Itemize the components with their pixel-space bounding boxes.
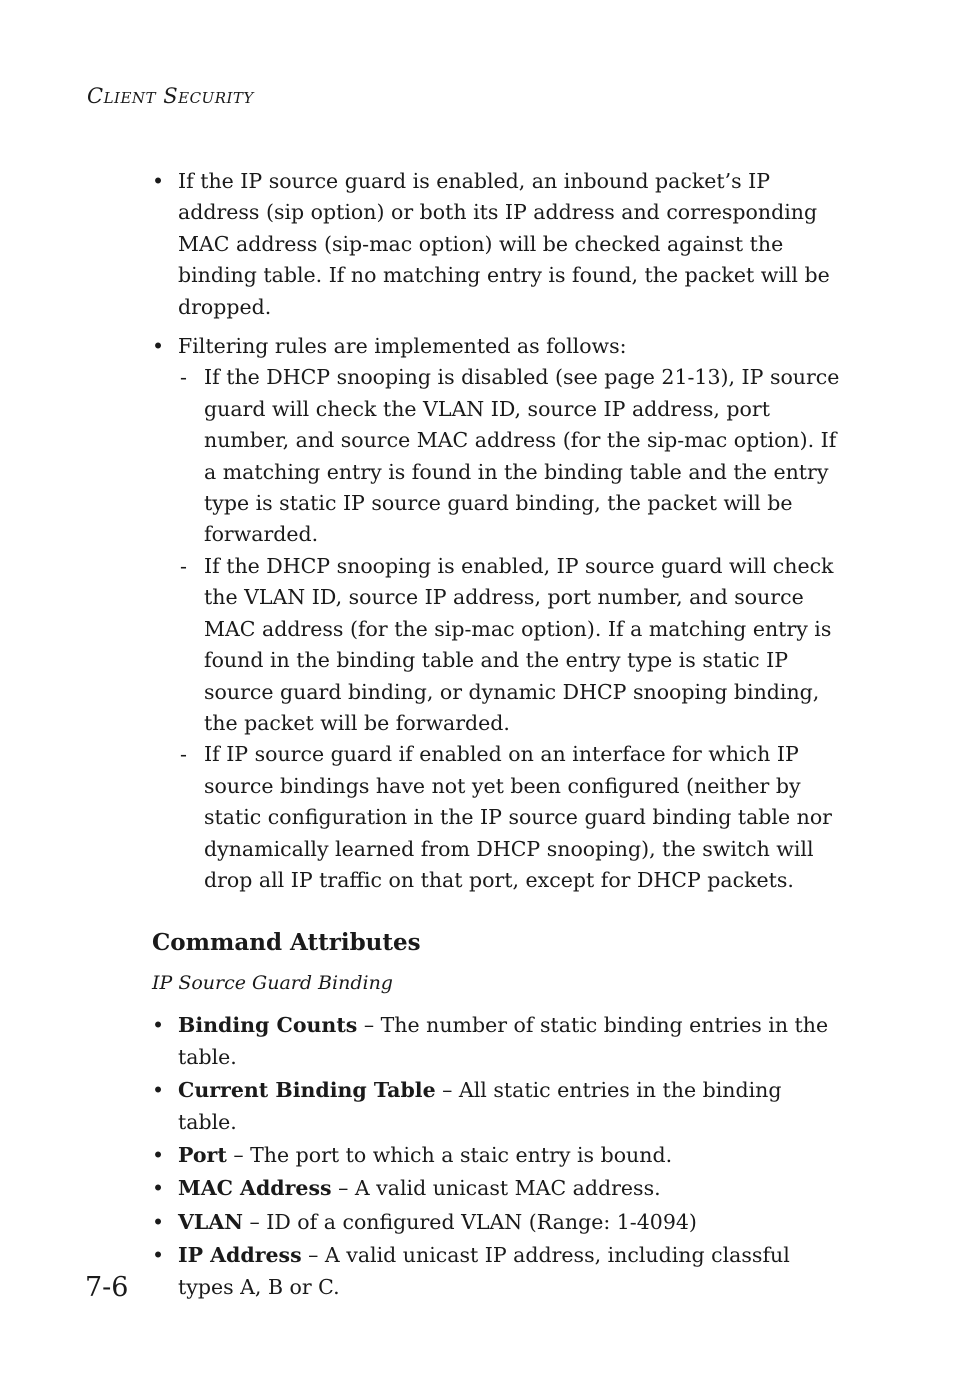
section-subtitle: IP Source Guard Binding [152, 972, 393, 995]
list-item [152, 1173, 846, 1204]
attribute-desc: – The number of static binding entries in the table. [178, 1013, 829, 1069]
attribute-term: VLAN [178, 1209, 243, 1234]
list-item [178, 551, 846, 739]
list-item [152, 1240, 846, 1303]
section-title: Command Attributes [152, 929, 421, 957]
rule-text: If the DHCP snooping is enabled, IP source guard will check the VLAN ID, source IP address, port number, and source MAC address (for the sip-mac option). If a matching entry is found in the binding table and the entry type is static IP source guard binding, or dynamic DHCP snooping binding, the packet will be forwarded. [204, 553, 834, 735]
rule-text: If the DHCP snooping is disabled (see page 21-13), IP source guard will check the VLAN ID, source IP address, port number, and source MAC address (for the sip-mac option). If a matching entry is found in the binding table and the entry type is static IP source guard binding, the packet will be forwarded. [204, 365, 840, 547]
attribute-term: MAC Address [178, 1176, 332, 1201]
list-item [178, 362, 846, 550]
attribute-desc: – ID of a configured VLAN (Range: 1-4094) [242, 1209, 697, 1234]
list-item [152, 1207, 846, 1238]
page-number: 7-6 [85, 1272, 129, 1303]
list-item [152, 1010, 846, 1073]
header-initial-s: S [163, 84, 179, 108]
header-rest-lient: LIENT [103, 89, 157, 107]
attribute-desc: – The port to which a staic entry is bound. [226, 1142, 673, 1167]
intro-bullet-list [152, 166, 846, 896]
header-initial-c: C [87, 84, 104, 108]
list-item [152, 331, 846, 896]
header-rest-ecurity: ECURITY [178, 89, 254, 107]
attribute-term: Current Binding Table [178, 1078, 436, 1103]
attribute-desc: – A valid unicast IP address, including classful types A, B or C. [178, 1243, 790, 1299]
page-content [152, 166, 846, 1305]
filter-rules-list [178, 362, 846, 896]
list-item [152, 1140, 846, 1171]
attribute-term: Binding Counts [178, 1013, 358, 1038]
list-item [178, 739, 846, 896]
attribute-term: Port [178, 1142, 227, 1167]
rule-text: If IP source guard if enabled on an interface for which IP source bindings have not yet been configured (neither by static configuration in the IP source guard binding table nor dynamically learned from DHCP snooping), the switch will drop all IP traffic on that port, except for DHCP packets. [204, 742, 832, 892]
list-item [152, 166, 846, 323]
attribute-desc: – All static entries in the binding table. [178, 1078, 782, 1134]
attribute-list [152, 1010, 846, 1303]
bullet-text: If the IP source guard is enabled, an inbound packet’s IP address (sip option) or both its IP address and corresponding MAC address (sip-mac option) will be checked against the binding table. If no matching entry is found, the packet will be dropped. [178, 169, 830, 319]
running-header [87, 84, 254, 108]
attribute-desc: – A valid unicast MAC address. [331, 1176, 661, 1201]
list-item [152, 1075, 846, 1138]
attribute-term: IP Address [178, 1243, 302, 1268]
bullet-text: Filtering rules are implemented as follows: [178, 334, 627, 359]
